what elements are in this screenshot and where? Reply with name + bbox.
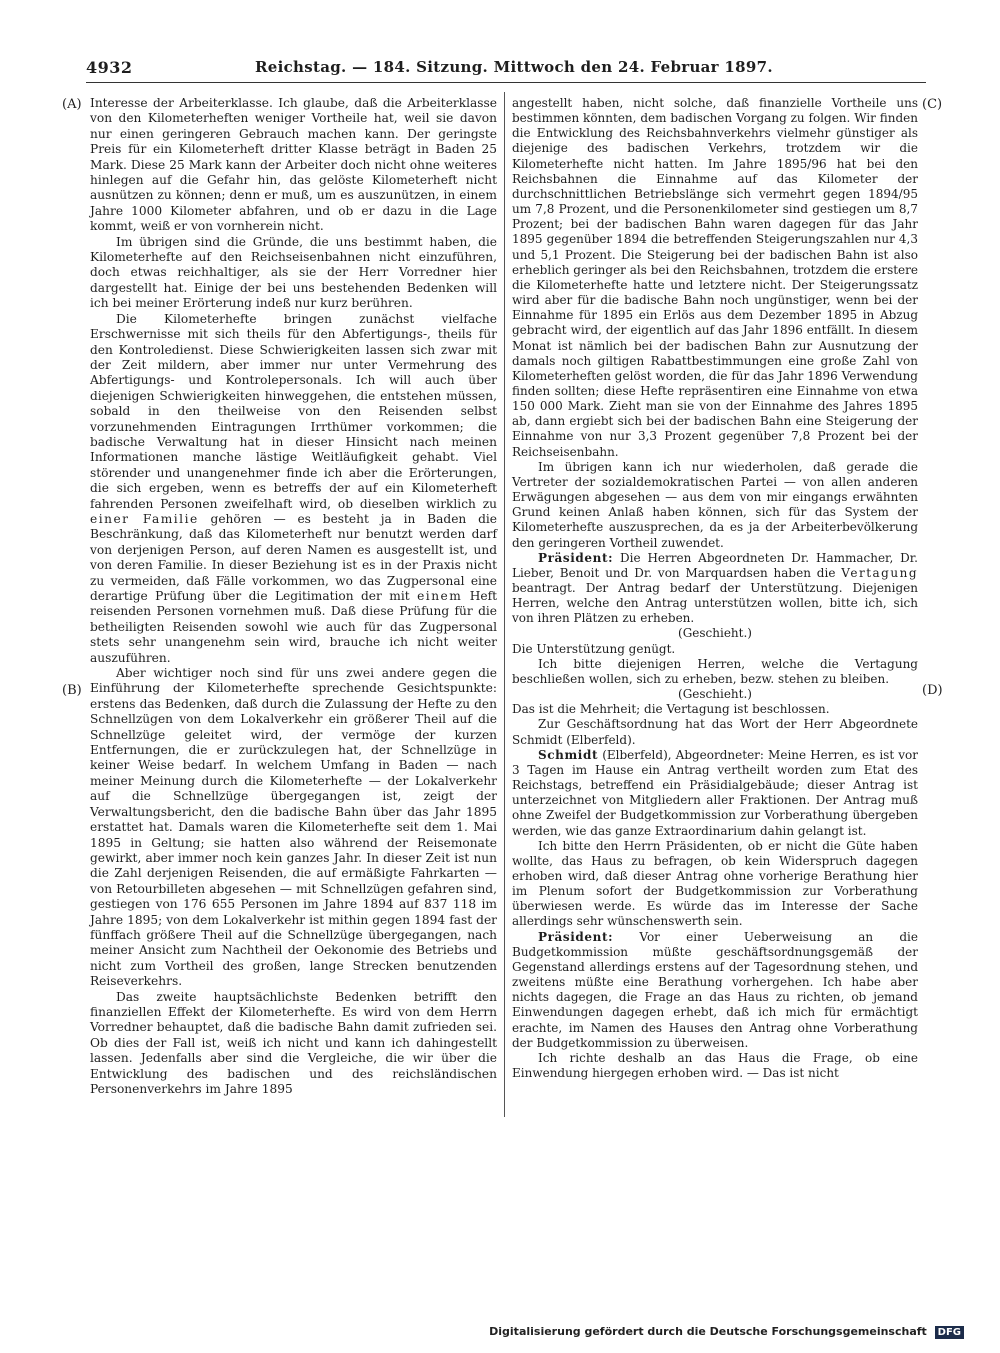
speaker-label: Präsident: bbox=[538, 929, 614, 944]
digitization-footer bbox=[489, 1325, 964, 1339]
stage-direction: (Geschieht.) bbox=[678, 687, 752, 702]
speaker-label: Schmidt bbox=[538, 747, 599, 762]
running-head: Reichstag. — 184. Sitzung. Mittwoch den 24. Februar 1897. bbox=[255, 58, 773, 76]
footer-text: Digitalisierung gefördert durch die Deutsche Forschungsgemeinschaft bbox=[489, 1325, 927, 1338]
text-run: Heft reisenden Personen vornehmen muß. Daß diese Prüfung für die betheiligten Reisenden sowohl wie auch für das Zugpersonal stets sehr unangenehm sein wird, brauche ich nicht weiter auszuführen. bbox=[90, 589, 497, 665]
text-run: Die Kilometerhefte bringen zunächst vielfache Erschwernisse mit sich theils für den Abfertigungs-, theils für den Kontroledienst. Diese Schwierigkeiten lassen sich zwar mit der Zeit mildern, aber immer nur unter Vermehrung des Abfertigungs- und Kontrolepersonals. Ich will auch über diejenigen Schwierigkeiten hinweggehen, die entstehen müssen, sobald in den theilweise von den Reisenden selbst vorzunehmenden Eintragungen Irrthümer vorkommen; die badische Verwaltung hat in dieser Hinsicht nach meinen Informationen manche lästige Weitläufigkeit gehabt. Viel störender und unangenehmer finde ich aber die Erörterungen, die sich ergeben, wenn es betreffs der auf ein Kilometerheft fahrenden Personen zweifelhaft wird, ob dieselben wirklich zu bbox=[90, 311, 497, 511]
text-run: Vor einer Ueberweisung an die Budgetkommission müßte geschäftsordnungsgemäß der Gegenstand allerdings erstens auf der Tagesordnung stehen, und zweitens müßte eine Berathung vorhergehen. Ich habe aber nichts dagegen, die Frage an das Haus zu richten, ob jemand Einwendungen dagegen erhebt, daß ich mich für ermächtigt erachte, im Namen des Hauses den Antrag ohne Vorberathung der Budgetkommission zu überweisen. bbox=[512, 929, 918, 1050]
paragraph: Ich richte deshalb an das Haus die Frage, ob eine Einwendung hiergegen erhoben wird. — Das ist nicht bbox=[512, 1050, 918, 1080]
paragraph: Aber wichtiger noch sind für uns zwei andere gegen die Einführung der Kilometerhefte sprechende Gesichtspunkte: erstens das Bedenken, daß durch die Zulassung der Hefte zu den Schnellzügen von dem Lokalverkehr ein größerer Theil auf die Schnellzüge geleitet wird, der vermöge der kurzen Entfernungen, die er zurückzulegen hat, der Schnellzüge in keiner Weise bedarf. In welchem Umfang in Baden — nach meiner Meinung durch die Kilometerhefte — der Lokalverkehr auf die Schnellzüge übergegangen ist, zeigt der Verwaltungsbericht, den die badische Bahn über das Jahr 1895 erstattet hat. Damals waren die Kilometerhefte seit dem 1. Mai 1895 in Geltung; sie hatten also während der Reisemonate gewirkt, aber immer noch kein ganzes Jahr. In dieser Zeit ist nun die Zahl derjenigen Reisenden, die auf ermäßigte Fahrkarten — von Retourbilleten abgesehen — mit Schnellzügen gefahren sind, gestiegen von 176 655 Personen im Jahre 1894 auf 837 118 im Jahre 1895; von dem Lokalverkehr ist mithin gegen 1894 fast der fünffach größere Theil auf die Schnellzüge übergegangen, nach meiner Ansicht zum Nachtheil der Oekonomie des Betriebs und nicht zum Vortheil des großen, lange Strecken benutzenden Reiseverkehrs. bbox=[90, 666, 497, 989]
left-column bbox=[90, 96, 497, 1097]
spaced-emphasis: einem bbox=[417, 589, 463, 603]
paragraph: Das ist die Mehrheit; die Vertagung ist beschlossen. bbox=[512, 702, 830, 717]
spaced-emphasis: einer Familie bbox=[90, 511, 199, 526]
page-number: 4932 bbox=[86, 58, 133, 77]
paragraph: Das zweite hauptsächlichste Bedenken betrifft den finanziellen Effekt der Kilometerhefte. Es wird von dem Herrn Vorredner behauptet, daß die badische Bahn damit zufrieden sei. Ob dies der Fall ist, weiß ich nicht und kann ich dahingestellt lassen. Jedenfalls aber sind die Vergleiche, die wir über die Entwicklung des badischen und des reichsländischen Personenverkehrs im Jahre 1895 bbox=[90, 989, 497, 1096]
text-run: gehören — es besteht ja in Baden die Beschränkung, daß das Kilometerheft nur benutzt werden darf von derjenigen Person, auf deren Namen es ausgestellt ist, und von deren Familie. In dieser Beziehung ist es in der Praxis nicht zu vermeiden, daß Fälle vorkommen, wo das Zugpersonal eine derartige Prüfung über die Legitimation der mit bbox=[90, 511, 498, 603]
text-run: (Elberfeld), Abgeordneter: Meine Herren, es ist vor 3 Tagen im Hause ein Antrag vertheilt worden zum Etat des Reichstags, betreffend ein Präsidialgebäude; dieser Antrag ist unterzeichnet von Mitgliedern aller Fraktionen. Der Antrag muß ohne Zweifel der Budgetkommission zur Vorberathung übergeben werden, wie das ganze Extraordinarium dahin gelangt ist. bbox=[512, 747, 918, 838]
paragraph: Im übrigen kann ich nur wiederholen, daß gerade die Vertreter der sozialdemokratischen Partei — von allen anderen Erwägungen abgesehen — aus dem von mir eingangs erwähnten Grund keinen Anlaß haben können, sich für das System der Kilometerhefte auszusprechen, da es ja der Arbeiterbevölkerung den geringeren Vortheil zuwendet. bbox=[512, 459, 918, 550]
paragraph: Im übrigen sind die Gründe, die uns bestimmt haben, die Kilometerhefte auf den Reichseisenbahnen nicht einzuführen, doch etwas reichhaltiger, als sie der Herr Vorredner hier dargestellt hat. Einige der bei uns bestehenden Bedenken will ich bei meiner Erörterung indeß nur kurz berühren. bbox=[90, 234, 497, 311]
paragraph bbox=[512, 748, 918, 839]
paragraph: Die Unterstützung genügt. bbox=[512, 641, 676, 656]
paragraph: Ich bitte den Herrn Präsidenten, ob er nicht die Güte haben wollte, das Haus zu befragen, ob kein Widerspruch dagegen erhoben wird, daß dieser Antrag ohne vorherige Berathung hier im Plenum sofort der Budgetkommission zur Vorberathung überwiesen werde. Es würde das im Interesse der Sache allerdings sehr wünschenswerth sein. bbox=[512, 838, 918, 929]
paragraph: Ich bitte diejenigen Herren, welche die Vertagung beschließen wollen, sich zu erheben, bezw. stehen zu bleiben. bbox=[512, 656, 918, 686]
text-run: Die Herren Abgeordneten Dr. Hammacher, Dr. Lieber, Benoit und Dr. von Marquardsen haben die bbox=[512, 550, 918, 580]
spaced-emphasis: Vertagung bbox=[841, 565, 918, 580]
paragraph bbox=[90, 312, 497, 666]
speaker-label: Präsident: bbox=[538, 550, 614, 565]
margin-mark-a: (A) bbox=[62, 97, 82, 112]
text-run: beantragt. Der Antrag bedarf der Unterstützung. Diejenigen Herren, welche den Antrag unterstützen wollen, bitte ich, sich von ihren Plätzen zu erheben. bbox=[512, 581, 918, 626]
column-divider bbox=[504, 92, 505, 1117]
paragraph: Zur Geschäftsordnung hat das Wort der Herr Abgeordnete Schmidt (Elberfeld). bbox=[512, 717, 918, 747]
margin-mark-d: (D) bbox=[922, 683, 943, 698]
paragraph bbox=[512, 930, 918, 1051]
margin-mark-c: (C) bbox=[922, 97, 943, 112]
paragraph: angestellt haben, nicht solche, daß finanzielle Vortheile uns bestimmen könnten, dem badischen Vorgang zu folgen. Wir finden die Entwicklung des Reichsbahnverkehrs vielmehr günstiger als diejenige des badischen Verkehrs, trotzdem wir die Kilometerhefte nicht hatten. Im Jahre 1895/96 hat bei den Reichsbahnen die Einnahme auf das Kilometer der durchschnittlichen Betriebslänge sich vermehrt gegen 1894/95 um 7,8 Prozent, und die Personenkilometer sind gestiegen um 8,7 Prozent; bei der badischen Bahn waren dagegen für das Jahr 1895 gegenüber 1894 die betreffenden Steigerungszahlen nur 4,3 und 5,1 Prozent. Die Steigerung bei der badischen Bahn ist also erheblich geringer als bei den Reichsbahnen, trotzdem die erstere die Kilometerhefte hatte und letztere nicht. Der Steigerungssatz wird aber für die badische Bahn noch ungünstiger, wenn bei der Einnahme für 1895 ein Erlös aus dem Dezember 1895 in Abzug gebracht wird, der eigentlich auf das Jahr 1896 entfällt. In diesem Monat ist nämlich bei der badischen Bahn zur Ausnutzung der damals noch giltigen Rabattbestimmungen eine große Zahl von Kilometerheften gelöst worden, die für das Jahr 1896 Verwendung finden sollten; diese Hefte repräsentiren eine Einnahme von etwa 150 000 Mark. Zieht man sie von der Einnahme des Jahres 1895 ab, dann ergiebt sich bei der badischen Bahn eine Steigerung der Einnahme von nur 3,3 Prozent gegenüber 7,8 Prozent bei der Reichseisenbahn. bbox=[512, 96, 918, 459]
paragraph: Interesse der Arbeiterklasse. Ich glaube, daß die Arbeiterklasse von den Kilometerheften weniger Vortheile hat, weil sie davon nur einen geringeren Gebrauch machen kann. Der geringste Preis für ein Kilometerheft dritter Klasse beträgt in Baden 25 Mark. Diese 25 Mark kann der Arbeiter doch nicht ohne weiteres hinlegen auf die Gefahr hin, das gelöste Kilometerheft nicht ausnützen zu können; denn er muß, um es auszunützen, in einem Jahre 1000 Kilometer abfahren, und ob er dazu in die Lage kommt, weiß er von vornherein nicht. bbox=[90, 96, 497, 234]
right-column bbox=[512, 96, 918, 1081]
header-rule bbox=[86, 82, 926, 83]
margin-mark-b: (B) bbox=[62, 683, 82, 698]
paragraph bbox=[512, 551, 918, 627]
stage-direction: (Geschieht.) bbox=[678, 626, 752, 641]
dfg-logo: DFG bbox=[935, 1326, 964, 1339]
